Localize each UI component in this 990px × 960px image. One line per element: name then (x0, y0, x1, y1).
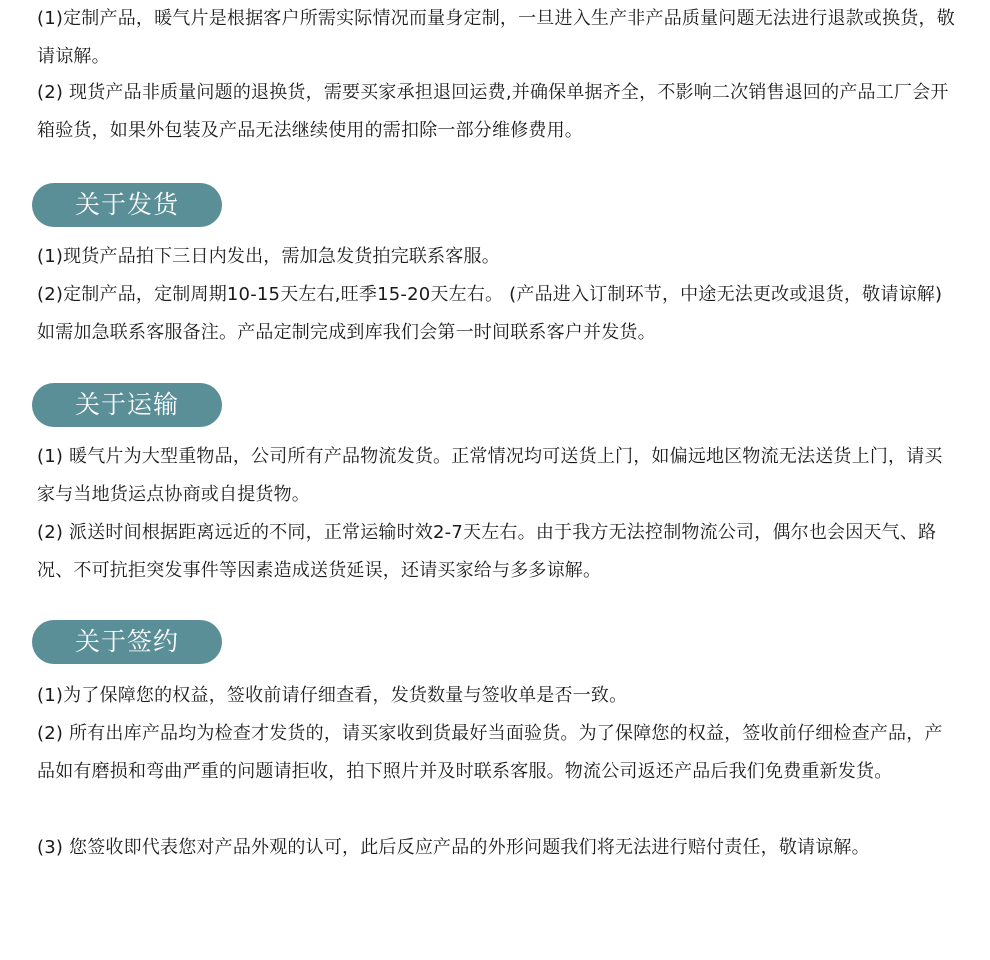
transport-paragraph-1: (1) 暖气片为大型重物品，公司所有产品物流发货。正常情况均可送货上门，如偏远地区物流无法送货上门，请买家与当地货运点协商或自提货物。 (37, 446, 943, 505)
transport-paragraph-2: (2) 派送时间根据距离远近的不同，正常运输时效2-7天左右。由于我方无法控制物流公司，偶尔也会因天气、路况、不可抗拒突发事件等因素造成送货延误，还请买家给与多多谅解。 (37, 522, 937, 581)
intro-paragraph-1: (1)定制产品，暖气片是根据客户所需实际情况而量身定制，一旦进入生产非产品质量问题无法进行退款或换货，敬请谅解。 (37, 8, 955, 67)
intro-paragraph-2: (2) 现货产品非质量问题的退换货，需要买家承担退回运费,并确保单据齐全，不影响二次销售退回的产品工厂会开箱验货，如果外包装及产品无法继续使用的需扣除一部分维修费用。 (37, 82, 949, 141)
shipping-paragraph-2: (2)定制产品，定制周期10-15天左右,旺季15-20天左右。 (产品进入订制环节，中途无法更改或退货，敬请谅解)如需加急联系客服备注。产品定制完成到库我们会第一时间联系客户并发货。 (37, 284, 943, 343)
signing-paragraph-2: (2) 所有出库产品均为检查才发货的，请买家收到货最好当面验货。为了保障您的权益，签收前仔细检查产品，产品如有磨损和弯曲严重的问题请拒收，拍下照片并及时联系客服。物流公司返还产品后我们免费重新发货。 (37, 723, 943, 782)
transport-heading: 关于运输 (32, 383, 222, 427)
shipping-paragraph-1: (1)现货产品拍下三日内发出，需加急发货拍完联系客服。 (37, 246, 500, 267)
shipping-heading: 关于发货 (32, 183, 222, 227)
signing-heading: 关于签约 (32, 620, 222, 664)
signing-paragraph-3: (3) 您签收即代表您对产品外观的认可，此后反应产品的外形问题我们将无法进行赔付责任，敬请谅解。 (37, 837, 870, 858)
signing-paragraph-1: (1)为了保障您的权益，签收前请仔细查看，发货数量与签收单是否一致。 (37, 685, 628, 706)
